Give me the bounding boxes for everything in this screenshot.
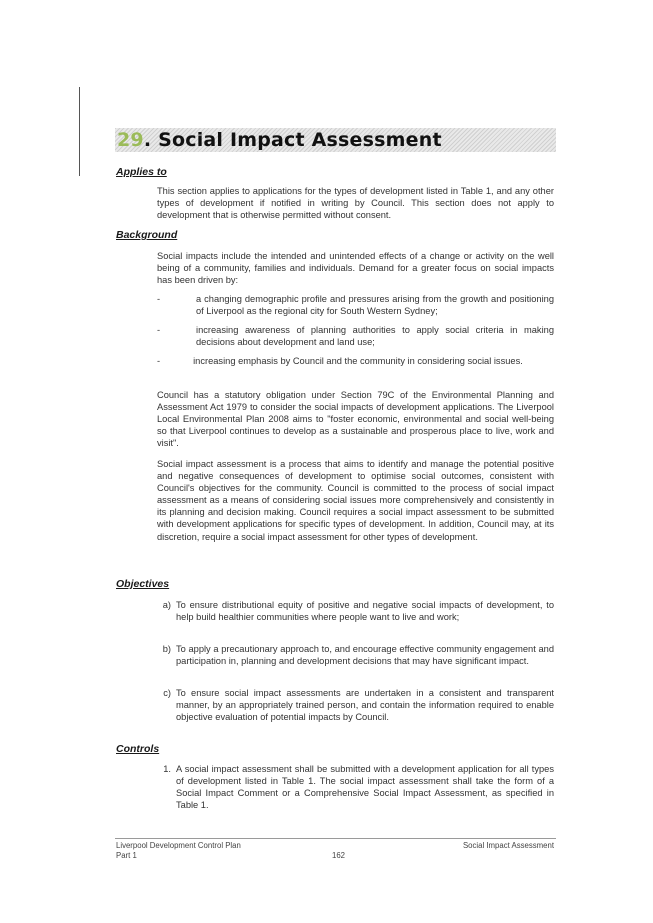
objective-marker: a) [162,600,171,610]
control-marker: 1. [163,764,171,774]
background-para-1: Council has a statutory obligation under Section 79C of the Environmental Planning and Assessment Act 1979 to consider the social impacts of development applications. The Liverpool Local Environmental Plan 2008 aims to "foster economic, environmental and social well-being so that Liverpool continues to develop as a sustainable and prosperous place to live, work and visit". [157,390,554,449]
applies-to-text: This section applies to applications for the types of development listed in Table 1, and any other types of development if notified in writing by Council. This section does not apply to development that is otherwise permitted without consent. [157,186,554,221]
bullet-text: increasing emphasis by Council and the community in considering social issues. [193,356,523,366]
bullet-text: a changing demographic profile and pressures arising from the growth and positioning of Liverpool as the regional city for South Western Sydney; [196,294,554,317]
margin-change-bar [79,87,80,176]
footer-divider [115,838,556,839]
bullet-item [157,355,554,367]
footer-section-title: Social Impact Assessment [462,841,554,850]
controls-heading: Controls [116,743,160,755]
objectives-heading: Objectives [116,578,170,590]
applies-to-heading: Applies to [116,166,167,178]
section-title: Social Impact Assessment [158,129,442,151]
control-text: A social impact assessment shall be submitted with a development application for all types of development listed in Table 1. The social impact assessment shall take the form of a Social Impact Comment or a Comprehensive Social Impact Assessment, as specified in Table 1. [176,764,554,811]
footer-document-title: Liverpool Development Control Plan [116,841,241,850]
bullet-text: increasing awareness of planning authorities to apply social criteria in making decisions about development and land use; [196,325,554,348]
background-intro: Social impacts include the intended and unintended effects of a change or activity on the well being of a community, families and individuals. Demand for a greater focus on social impacts has been driven by: [157,251,554,286]
objective-marker: c) [163,688,171,698]
objective-text: To ensure social impact assessments are undertaken in a consistent and transparent manner, by an appropriately trained person, and contain the information required to enable objective evaluation of potential impacts by Council. [176,688,554,723]
section-number-dot: . [143,129,152,151]
bullet-marker: - [157,294,161,304]
objective-text: To apply a precautionary approach to, and encourage effective community engagement and participation in, planning and development decisions that may have significant impact. [176,644,554,667]
background-para-2: Social impact assessment is a process that aims to identify and manage the potential positive and negative consequences of development to optimise social outcomes, consistent with Council's objectives for the community. Council is committed to the process of social impact assessment as a means of considering social issues more comprehensively and consistently in its planning and decision making. Council requires a social impact assessment to be submitted with development applications for specific types of development. In addition, Council may, at its discretion, require a social impact assessment for other types of development. [157,459,554,542]
footer-part: Part 1 [116,851,137,860]
section-number: 29 [117,129,144,151]
page-title [117,129,442,151]
objective-marker: b) [162,644,171,654]
footer-page-number: 162 [332,851,346,860]
bullet-marker: - [157,325,161,335]
background-heading: Background [116,229,178,241]
objective-text: To ensure distributional equity of positive and negative social impacts of development, to help build healthier communities where people want to live and work; [176,600,554,623]
bullet-marker: - [157,356,161,366]
